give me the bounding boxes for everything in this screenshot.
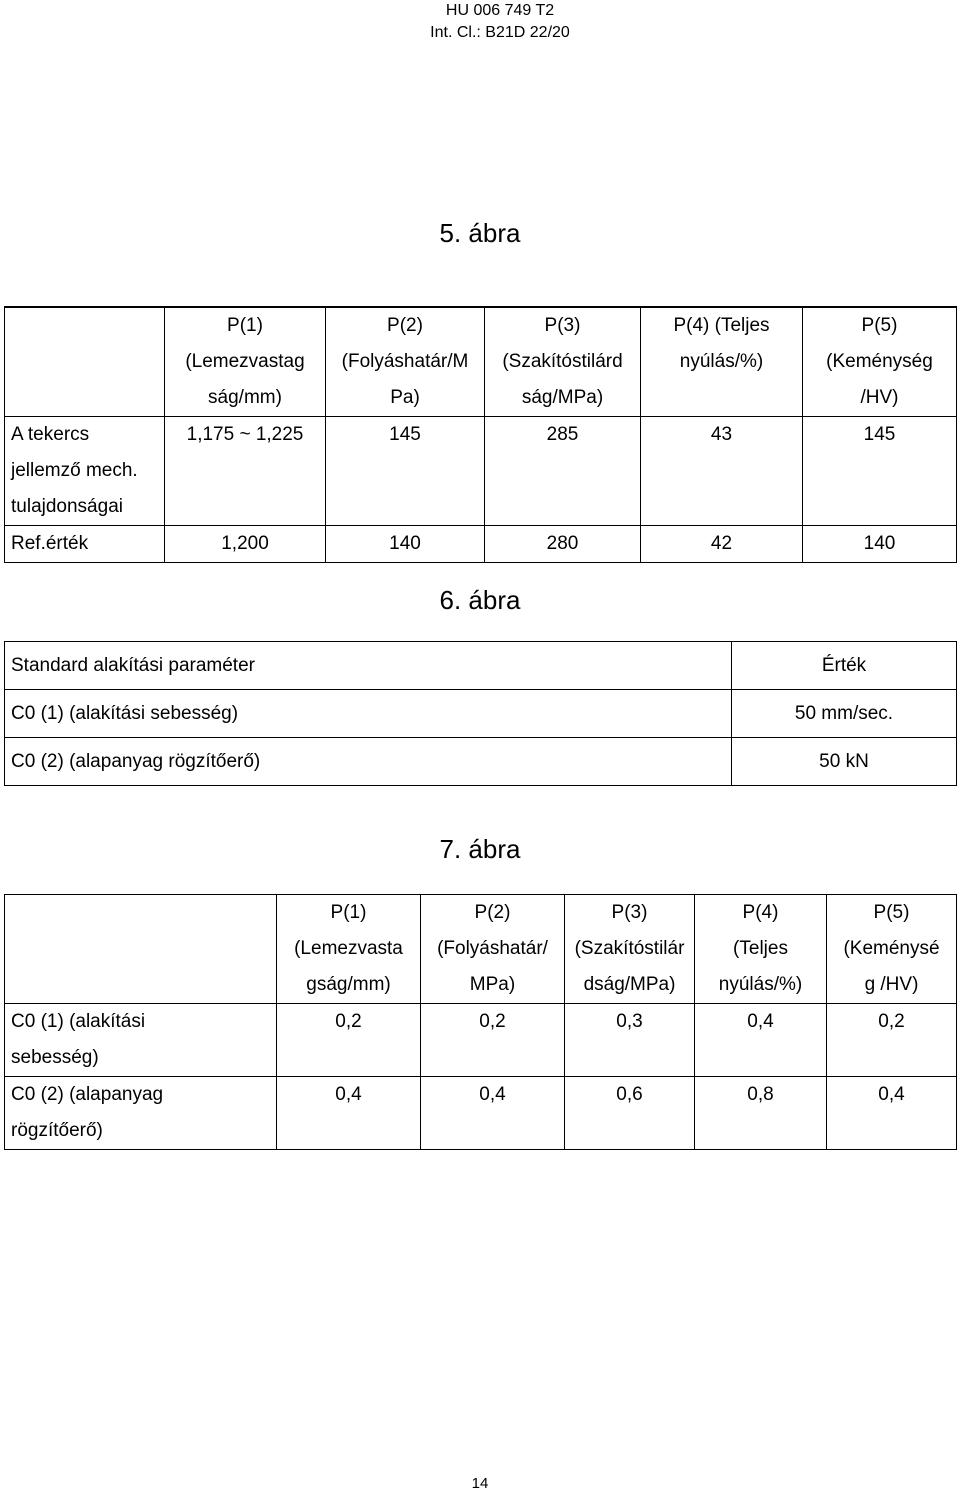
table-cell: 140 — [803, 526, 957, 563]
table-cell: 42 — [641, 526, 803, 563]
row-label: C0 (2) (alapanyag rögzítőerő) — [5, 1077, 277, 1150]
table-cell: 0,2 — [277, 1004, 421, 1077]
table-cell: 0,3 — [565, 1004, 695, 1077]
table-cell: 140 — [326, 526, 485, 563]
table-cell: 0,8 — [695, 1077, 827, 1150]
document-header — [380, 0, 620, 44]
table-row — [5, 1004, 957, 1077]
table-row — [5, 526, 957, 563]
table-cell: 1,200 — [165, 526, 326, 563]
fig5-header-row — [5, 307, 957, 417]
fig7-col-header: P(3) (Szakítóstilár dság/MPa) — [565, 895, 695, 1004]
fig5-col-header: P(2) (Folyáshatár/M Pa) — [326, 307, 485, 417]
fig7-col-header: P(5) (Keménysé g /HV) — [827, 895, 957, 1004]
fig7-col-header: P(1) (Lemezvasta gság/mm) — [277, 895, 421, 1004]
fig6-title: 6. ábra — [439, 585, 521, 615]
fig7-title: 7. ábra — [439, 834, 521, 864]
doc-number: HU 006 749 T2 — [445, 2, 555, 19]
table-cell: 0,4 — [827, 1077, 957, 1150]
fig5-table — [4, 306, 957, 563]
fig7-corner-cell — [5, 895, 277, 1004]
table-row — [5, 417, 957, 526]
fig6-table — [4, 641, 957, 786]
fig5-col-header: P(1) (Lemezvastag ság/mm) — [165, 307, 326, 417]
table-cell: 1,175 ~ 1,225 — [165, 417, 326, 526]
table-cell: 0,2 — [827, 1004, 957, 1077]
table-row — [5, 738, 957, 786]
classification: Int. Cl.: B21D 22/20 — [430, 24, 570, 41]
fig5-col-header: P(3) (Szakítóstilárd ság/MPa) — [485, 307, 641, 417]
table-cell: 280 — [485, 526, 641, 563]
table-cell: 285 — [485, 417, 641, 526]
table-cell: 0,6 — [565, 1077, 695, 1150]
table-cell: 145 — [326, 417, 485, 526]
row-label: Ref.érték — [5, 526, 165, 563]
page-number: 14 — [471, 1475, 489, 1492]
fig5-col-header: P(5) (Keménység /HV) — [803, 307, 957, 417]
fig6-header-value: Érték — [732, 642, 957, 690]
table-cell: 0,2 — [421, 1004, 565, 1077]
row-label: C0 (1) (alakítási sebesség) — [5, 1004, 277, 1077]
table-cell: 50 mm/sec. — [732, 690, 957, 738]
table-cell: 0,4 — [695, 1004, 827, 1077]
fig7-header-row — [5, 895, 957, 1004]
row-label: C0 (1) (alakítási sebesség) — [5, 690, 732, 738]
fig5-title: 5. ábra — [439, 218, 521, 248]
table-cell: 50 kN — [732, 738, 957, 786]
row-label: A tekercs jellemző mech. tulajdonságai — [5, 417, 165, 526]
fig5-corner-cell — [5, 307, 165, 417]
table-cell: 145 — [803, 417, 957, 526]
table-row — [5, 1077, 957, 1150]
table-cell: 43 — [641, 417, 803, 526]
fig7-col-header: P(4) (Teljes nyúlás/%) — [695, 895, 827, 1004]
fig6-header-param: Standard alakítási paraméter — [5, 642, 732, 690]
row-label: C0 (2) (alapanyag rögzítőerő) — [5, 738, 732, 786]
table-row — [5, 690, 957, 738]
table-cell: 0,4 — [277, 1077, 421, 1150]
fig7-table — [4, 894, 957, 1150]
fig6-header-row — [5, 642, 957, 690]
table-cell: 0,4 — [421, 1077, 565, 1150]
fig7-col-header: P(2) (Folyáshatár/ MPa) — [421, 895, 565, 1004]
fig5-col-header: P(4) (Teljes nyúlás/%) — [641, 307, 803, 417]
